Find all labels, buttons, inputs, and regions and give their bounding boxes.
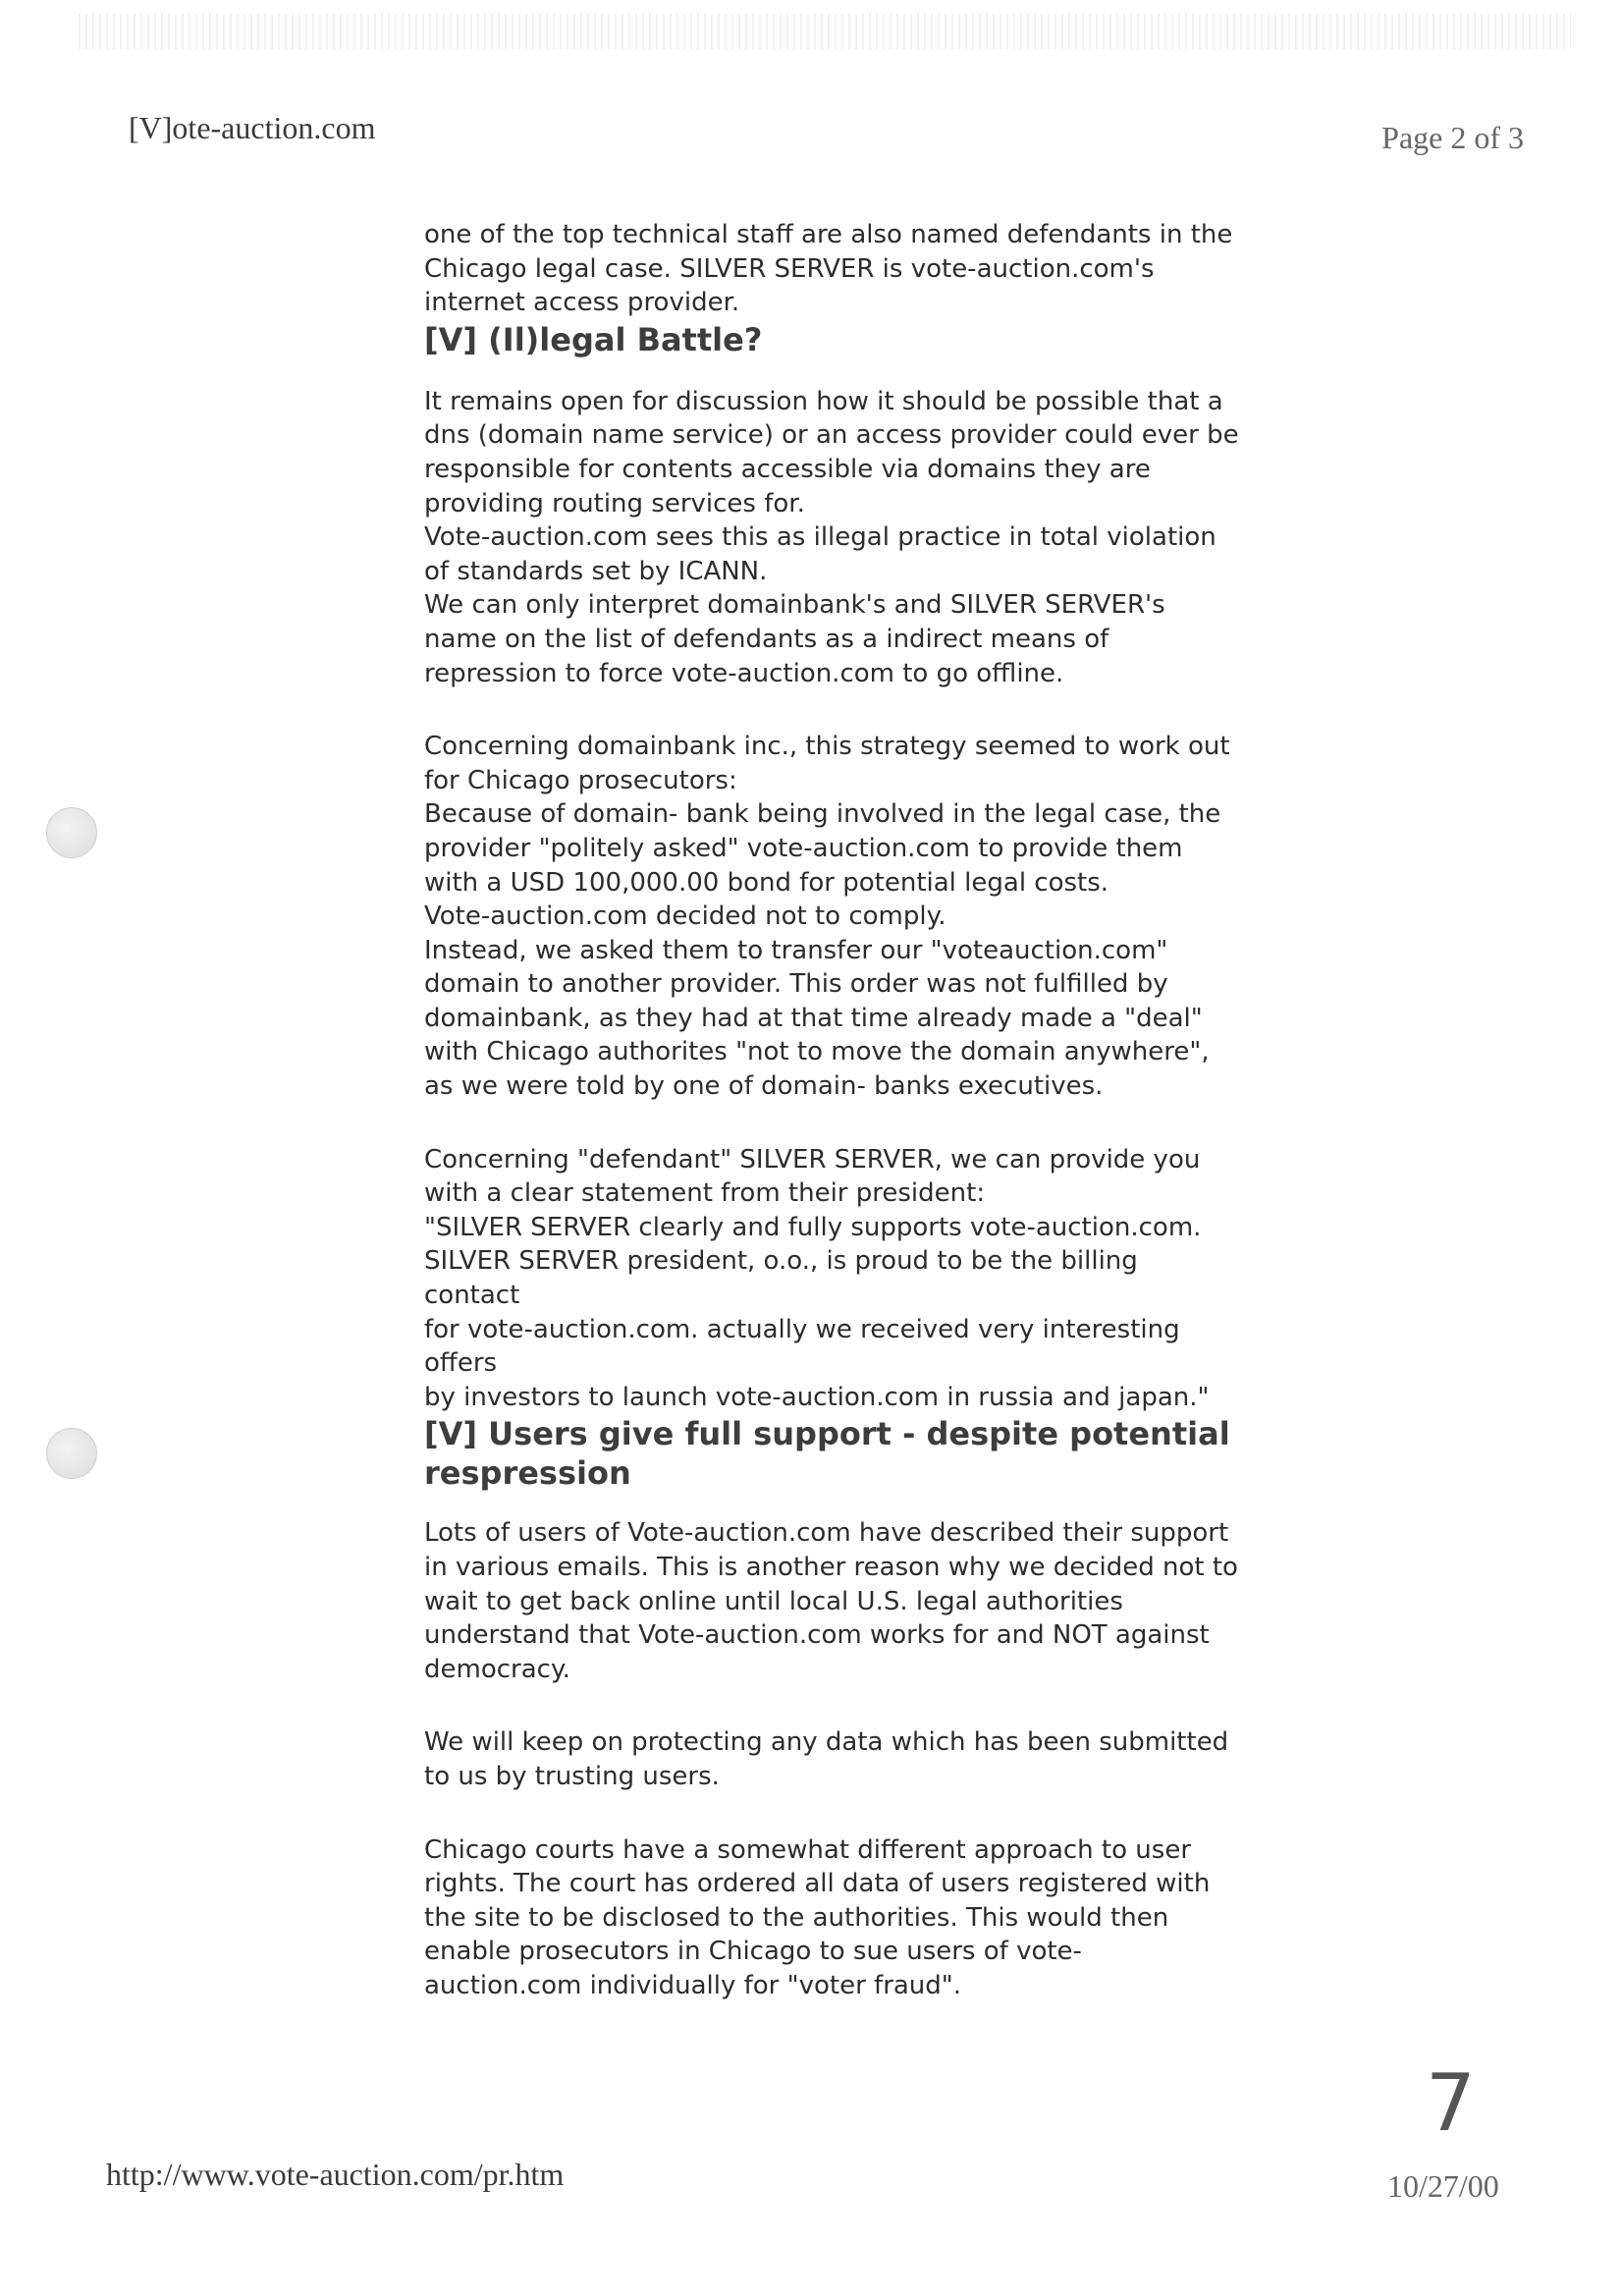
paragraph: We will keep on protecting any data which has been submitted to us by trusting users. — [424, 1727, 1229, 1791]
header-site-title: [V]ote-auction.com — [129, 110, 376, 145]
quote-line: "SILVER SERVER clearly and fully supports vote-auction.com. — [424, 1212, 1202, 1242]
quote-line: SILVER SERVER president, o.o., is proud to be the billing contact — [424, 1246, 1138, 1311]
paragraph: Because of domain- bank being involved in the legal case, the provider "politely asked" vote-auction.com to provide them with a USD 100,000.00 bond for potential legal costs. — [424, 799, 1221, 898]
quote-line: by investors to launch vote-auction.com in russia and japan." — [424, 1382, 1210, 1412]
punch-hole — [46, 807, 97, 858]
paragraph-block — [424, 1516, 1239, 1686]
paragraph-block — [424, 1143, 1239, 1415]
paragraph: Chicago courts have a somewhat different approach to user rights. The court has ordered all data of users registered with the site to be disclosed to the authorities. This would then enable prosecutors in Chicago to sue users of vote-auction.com individually for "voter fraud". — [424, 1834, 1211, 2000]
paragraph-block — [424, 1725, 1239, 1793]
article-body — [424, 218, 1239, 2003]
paragraph: Vote-auction.com decided not to comply. — [424, 902, 946, 932]
intro-paragraph: one of the top technical staff are also named defendants in the Chicago legal case. SILVER SERVER is vote-auction.com's internet access provider. — [424, 220, 1233, 318]
section-heading-legal-battle: [V] (Il)legal Battle? — [424, 320, 763, 358]
page-number: Page 2 of 3 — [1381, 120, 1524, 155]
paragraph: Instead, we asked them to transfer our "voteauction.com" domain to another provider. This order was not fulfilled by domainbank, as they had at that time already made a "deal" with Chicago authorites "not to move the domain anywhere", as we were told by one of domain- banks executives. — [424, 935, 1210, 1102]
paragraph: We can only interpret domainbank's and SILVER SERVER's name on the list of defendants as a indirect means of repression to force vote-auction.com to go offline. — [424, 590, 1165, 688]
paragraph-block — [424, 1833, 1239, 2003]
paragraph: It remains open for discussion how it should be possible that a dns (domain name service) or an access provider could ever be responsible for contents accessible via domains they are providing routing services for. — [424, 386, 1239, 519]
quote-line: for vote-auction.com. actually we received very interesting offers — [424, 1314, 1180, 1379]
section-heading-users-support: [V] Users give full support - despite potential respression — [424, 1415, 1230, 1493]
paragraph-block — [424, 385, 1239, 690]
footer-date: 10/27/00 — [1387, 2168, 1499, 2204]
punch-hole — [46, 1428, 97, 1479]
paragraph: Vote-auction.com sees this as illegal practice in total violation of standards set by ICANN. — [424, 522, 1216, 586]
paragraph: Concerning "defendant" SILVER SERVER, we can provide you with a clear statement from their president: — [424, 1144, 1201, 1209]
handwritten-page-mark: 7 — [1426, 2057, 1476, 2149]
footer-url: http://www.vote-auction.com/pr.htm — [106, 2157, 565, 2192]
paragraph: Lots of users of Vote-auction.com have described their support in various emails. This is another reason why we decided not to wait to get back online until local U.S. legal authorities understand that Vote-auction.com works for and NOT against democracy. — [424, 1518, 1238, 1684]
paragraph-block — [424, 730, 1239, 1104]
paragraph: Concerning domainbank inc., this strategy seemed to work out for Chicago prosecutors: — [424, 732, 1230, 795]
scan-noise — [79, 14, 1571, 49]
